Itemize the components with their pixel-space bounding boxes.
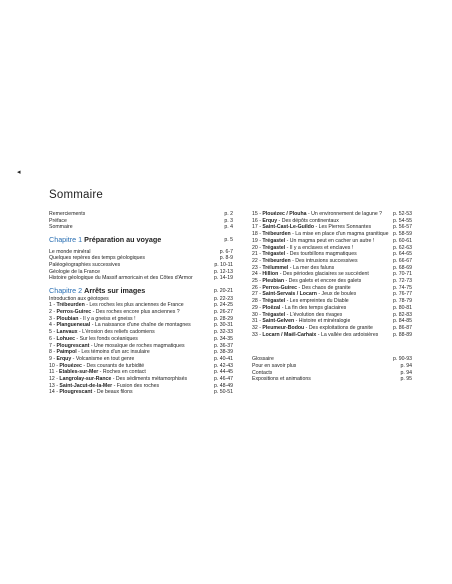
site-number: 14 -: [49, 389, 58, 396]
site-description: - Des exploitations de granite: [304, 324, 373, 331]
site-description: - Des dépôts continentaux: [277, 217, 339, 224]
toc-entry[interactable]: [49, 211, 233, 218]
toc-entry-page: p. 52-53: [392, 211, 412, 217]
toc-site-entry[interactable]: [252, 278, 412, 285]
site-number: 16 -: [252, 217, 261, 224]
toc-site-entry[interactable]: [49, 376, 233, 383]
site-place: Ploëzal: [262, 304, 281, 311]
toc-entry-page: p. 22-23: [213, 295, 233, 302]
toc-entry-page: p. 64-65: [392, 251, 412, 258]
site-place: Plougrescant: [56, 342, 90, 349]
site-description: - Fusion des roches: [112, 382, 160, 389]
site-number: 28 -: [252, 298, 261, 305]
toc-entry-page: p. 12-13: [213, 268, 233, 275]
toc-entry-page: p. 74-75: [392, 284, 412, 291]
site-place: Langrolay-sur-Rance: [59, 376, 112, 383]
toc-site-entry[interactable]: [252, 238, 412, 245]
chapter-2-items: [49, 302, 233, 396]
site-number: 13 -: [49, 382, 58, 389]
toc-entry-page: p. 66-67: [392, 257, 412, 264]
chapter-2-items-continued: [252, 211, 412, 338]
toc-entry-page: p. 60-61: [392, 237, 412, 244]
toc-entry-page: p. 94: [400, 363, 412, 370]
site-number: 18 -: [252, 231, 261, 238]
site-place: Plouézec: [59, 362, 82, 369]
toc-entry-page: p. 46-47: [213, 376, 233, 383]
toc-entry-label: Contacts: [252, 369, 273, 376]
site-description: - Volcanisme en tout genre: [71, 355, 135, 362]
toc-entry[interactable]: [49, 218, 233, 225]
site-number: 32 -: [252, 324, 261, 331]
toc-entry-label: Le monde minéral: [49, 248, 91, 255]
site-description: - Les roches les plus anciennes de France: [84, 302, 184, 309]
site-description: - Les empreintes du Diable: [285, 298, 349, 305]
toc-site-entry[interactable]: [49, 389, 233, 396]
toc-site-entry[interactable]: [252, 211, 412, 218]
site-description: - Sur les fonds océaniques: [74, 335, 138, 342]
site-number: 30 -: [252, 311, 261, 318]
site-description: - Les témoins d'un arc insulaire: [76, 349, 150, 356]
site-place: Pleubian: [262, 278, 285, 285]
site-description: - Des tourbillons magmatiques: [285, 251, 357, 258]
site-number: 31 -: [252, 318, 261, 325]
chapter-1-page: p. 5: [224, 237, 233, 244]
toc-entry-label: Préface: [49, 217, 67, 224]
toc-entry[interactable]: [49, 262, 233, 269]
toc-entry-label: Remerciements: [49, 211, 86, 217]
chapter-2-page: p. 20-21: [213, 288, 233, 295]
site-number: 1 -: [49, 302, 56, 309]
toc-entry-page: p. 54-55: [392, 217, 412, 224]
toc-site-entry[interactable]: [252, 312, 412, 319]
site-description: - L'évolution des rivages: [285, 311, 343, 318]
site-place: Saint-Cast-Le-Guildo: [262, 224, 314, 231]
site-description: - Les Pierres Sonnantes: [314, 224, 372, 231]
toc-entry-page: p. 26-27: [213, 309, 233, 316]
site-number: 3 -: [49, 315, 56, 322]
toc-entry-label: Sommaire: [49, 224, 73, 231]
site-description: - Un environnement de lagune ?: [306, 211, 383, 217]
toc-entry-page: p. 80-81: [392, 304, 412, 311]
toc-entry-label: Quelques repères des temps géologiques: [49, 255, 146, 262]
site-place: Trégastel: [262, 251, 286, 258]
toc-entry-label: Pour en savoir plus: [252, 363, 297, 370]
toc-entry[interactable]: [49, 255, 233, 262]
site-place: Perros-Guirec: [262, 284, 298, 291]
site-description: - Des périodes glaciaires se succèdent: [278, 271, 369, 278]
site-number: 15 -: [252, 211, 261, 217]
site-number: 17 -: [252, 224, 261, 231]
toc-entry-page: p. 4: [224, 224, 233, 231]
site-place: Trébeurden: [56, 302, 85, 309]
toc-site-entry[interactable]: [252, 258, 412, 265]
site-place: Lanvaux: [56, 329, 78, 336]
toc-entry-page: p. 58-59: [392, 231, 412, 238]
chapter-1-items: [49, 245, 233, 283]
site-description: - La vallée des ardoisières: [316, 331, 379, 338]
toc-entry-page: p. 68-69: [392, 264, 412, 271]
toc-entry-page: p. 62-63: [392, 244, 412, 251]
site-number: 25 -: [252, 278, 261, 285]
site-place: Erquy: [262, 217, 278, 224]
toc-entry[interactable]: [252, 376, 412, 383]
site-place: Perros-Guirec: [56, 309, 92, 316]
toc-entry[interactable]: [252, 363, 412, 370]
toc-site-entry[interactable]: [252, 285, 412, 292]
site-place: Locarn / Maël-Carhaix: [262, 331, 317, 338]
site-place: Trégastel: [262, 298, 286, 305]
site-description: - Des roches encore plus anciennes ?: [91, 309, 180, 316]
site-description: - Des chaos de granite: [297, 284, 351, 291]
site-number: 24 -: [252, 271, 261, 278]
toc-site-entry[interactable]: [49, 336, 233, 343]
toc-entry-page: p. 3: [224, 217, 233, 224]
toc-site-entry[interactable]: [49, 369, 233, 376]
toc-entry-page: p. 10-11: [214, 262, 233, 269]
toc-site-entry[interactable]: [252, 298, 412, 305]
toc-site-entry[interactable]: [49, 356, 233, 363]
front-matter: [49, 211, 233, 231]
site-place: Erquy: [56, 355, 72, 362]
toc-site-entry[interactable]: [252, 271, 412, 278]
chapter-1-heading[interactable]: [49, 236, 233, 245]
chapter-2-number: Chapitre 2: [49, 287, 83, 296]
chapter-1-title: Préparation au voyage: [84, 236, 162, 245]
site-description: - L'érosion des reliefs cadomiens: [77, 329, 155, 336]
toc-site-entry[interactable]: [49, 302, 233, 309]
toc-entry-page: p. 50-51: [213, 389, 233, 396]
toc-site-entry[interactable]: [49, 322, 233, 329]
toc-site-entry[interactable]: [252, 332, 412, 339]
toc-entry-page: p. 48-49: [213, 382, 233, 389]
toc-entry-page: p. 42-43: [213, 362, 233, 369]
toc-site-entry[interactable]: [252, 251, 412, 258]
toc-entry-page: p. 38-39: [213, 349, 233, 356]
site-description: - Des sédiments métamorphisés: [111, 376, 188, 383]
toc-entry-page: p. 36-37: [213, 342, 233, 349]
toc-entry-page: p. 14-19: [213, 275, 233, 282]
toc-left-column: [49, 211, 233, 396]
toc-entry-page: p. 94: [400, 369, 412, 376]
site-description: - Un magma peut en cacher un autre !: [285, 237, 375, 244]
site-place: Étables-sur-Mer: [59, 369, 99, 376]
toc-entry[interactable]: [252, 356, 412, 363]
site-place: Trébeurden: [262, 231, 291, 238]
toc-entry-label: Paléogéographies successives: [49, 262, 121, 269]
site-number: 7 -: [49, 342, 56, 349]
site-number: 4 -: [49, 322, 56, 329]
site-place: Lohuec: [56, 335, 75, 342]
site-description: - Roches en contact: [98, 369, 146, 376]
site-number: 5 -: [49, 329, 56, 336]
toc-site-entry[interactable]: [49, 329, 233, 336]
site-number: 6 -: [49, 335, 56, 342]
site-place: Trélummel: [262, 264, 289, 271]
site-description: - La fin des temps glaciaires: [280, 304, 347, 311]
toc-entry-page: p. 84-85: [392, 318, 412, 325]
toc-entry-page: p. 78-79: [392, 298, 412, 305]
toc-site-entry[interactable]: [252, 231, 412, 238]
site-place: Trégastel: [262, 244, 286, 251]
toc-site-entry[interactable]: [252, 218, 412, 225]
toc-site-entry[interactable]: [49, 349, 233, 356]
site-description: - La mer des faluns: [288, 264, 335, 271]
site-place: Plouézec / Plouha: [262, 211, 307, 217]
site-description: - Des courants de turbidité: [81, 362, 145, 369]
site-description: - De beaux filons: [92, 389, 133, 396]
site-description: - Il y a enclaves et enclaves !: [285, 244, 354, 251]
toc-entry-page: p. 70-71: [392, 271, 412, 278]
site-place: Paimpol: [56, 349, 77, 356]
site-number: 22 -: [252, 257, 261, 264]
site-description: - Des galets et encore des galets: [284, 278, 362, 285]
site-description: - La mise en place d'un magma granitique: [290, 231, 389, 238]
toc-site-entry[interactable]: [49, 363, 233, 370]
site-description: - Une mosaïque de roches magmatiques: [89, 342, 185, 349]
site-number: 23 -: [252, 264, 261, 271]
chapter-2-title: Arrêts sur images: [84, 287, 146, 296]
toc-entry[interactable]: [49, 224, 233, 231]
toc-entry-page: p. 32-33: [213, 329, 233, 336]
site-description: - Il y a gneiss et gneiss !: [78, 315, 136, 322]
site-number: 26 -: [252, 284, 261, 291]
toc-entry-page: p. 82-83: [392, 311, 412, 318]
toc-site-entry[interactable]: [49, 309, 233, 316]
toc-right-column: [252, 211, 412, 383]
toc-entry-page: p. 28-29: [213, 315, 233, 322]
site-number: 2 -: [49, 309, 56, 316]
toc-site-entry[interactable]: [49, 316, 233, 323]
toc-entry-label: Introduction aux géotopes: [49, 295, 109, 302]
toc-entry[interactable]: [49, 269, 233, 276]
toc-site-entry[interactable]: [252, 318, 412, 325]
toc-entry-page: p. 95: [400, 376, 412, 383]
site-description: - La naissance d'une chaîne de montagnes: [90, 322, 191, 329]
toc-entry-page: p. 2: [224, 211, 233, 217]
site-place: Plougrescant: [59, 389, 93, 396]
site-place: Trégastel: [262, 311, 286, 318]
site-number: 29 -: [252, 304, 261, 311]
toc-entry-page: p. 8-9: [219, 255, 233, 262]
site-number: 12 -: [49, 376, 58, 383]
chapter-2-heading[interactable]: [49, 287, 233, 296]
site-number: 27 -: [252, 291, 261, 298]
site-description: - Des intrusions successives: [290, 257, 358, 264]
site-place: Trébeurden: [262, 257, 291, 264]
toc-entry-page: p. 40-41: [213, 355, 233, 362]
site-number: 8 -: [49, 349, 56, 356]
toc-entry-page: p. 90-93: [392, 356, 412, 363]
site-number: 33 -: [252, 331, 261, 338]
toc-site-entry[interactable]: [252, 325, 412, 332]
toc-site-entry[interactable]: [49, 383, 233, 390]
toc-entry[interactable]: [252, 370, 412, 377]
site-number: 10 -: [49, 362, 58, 369]
site-place: Hillion: [262, 271, 279, 278]
toc-entry-page: p. 88-89: [392, 331, 412, 338]
toc-entry-page: p. 6-7: [219, 248, 233, 255]
site-place: Ploubian: [56, 315, 79, 322]
site-description: - Jeux de boules: [316, 291, 357, 298]
toc-entry-label: Expositions et animations: [252, 376, 311, 383]
site-place: Pleumeur-Bodou: [262, 324, 305, 331]
toc-entry-label: Glossaire: [252, 356, 274, 363]
toc-site-entry[interactable]: [252, 305, 412, 312]
site-place: Saint-Gelven: [262, 318, 295, 325]
toc-entry[interactable]: [49, 275, 233, 282]
toc-entry-intro[interactable]: [49, 296, 233, 303]
site-place: Plangueneual: [56, 322, 91, 329]
page-title: Sommaire: [49, 188, 104, 201]
toc-entry-page: p. 76-77: [392, 291, 412, 298]
site-number: 11 -: [49, 369, 58, 376]
toc-entry-page: p. 72-73: [392, 278, 412, 285]
toc-site-entry[interactable]: [252, 245, 412, 252]
toc-entry[interactable]: [49, 249, 233, 256]
toc-entry-page: p. 34-35: [213, 335, 233, 342]
site-number: 20 -: [252, 244, 261, 251]
toc-entry-label: Géologie de la France: [49, 268, 101, 275]
site-place: Saint-Servais / Locarn: [262, 291, 317, 298]
toc-entry-label: Histoire géologique du Massif armoricain et des Côtes d'Armor: [49, 275, 193, 282]
back-matter: [252, 356, 412, 383]
toc-entry-page: p. 86-87: [392, 324, 412, 331]
toc-entry-page: p. 24-25: [213, 302, 233, 309]
toc-site-entry[interactable]: [252, 224, 412, 231]
toc-site-entry[interactable]: [252, 291, 412, 298]
site-number: 19 -: [252, 237, 261, 244]
toc-entry-page: p. 56-57: [392, 224, 412, 231]
toc-site-entry[interactable]: [49, 343, 233, 350]
site-place: Saint-Jacut-de-la-Mer: [59, 382, 113, 389]
page-arrow-icon: ◂: [17, 169, 21, 176]
site-number: 9 -: [49, 355, 56, 362]
chapter-1-number: Chapitre 1: [49, 236, 83, 245]
toc-entry-page: p. 30-31: [213, 322, 233, 329]
site-description: - Histoire et minéralogie: [294, 318, 351, 325]
site-place: Trégastel: [262, 237, 286, 244]
toc-entry-page: p. 44-45: [213, 369, 233, 376]
toc-site-entry[interactable]: [252, 265, 412, 272]
site-number: 21 -: [252, 251, 261, 258]
